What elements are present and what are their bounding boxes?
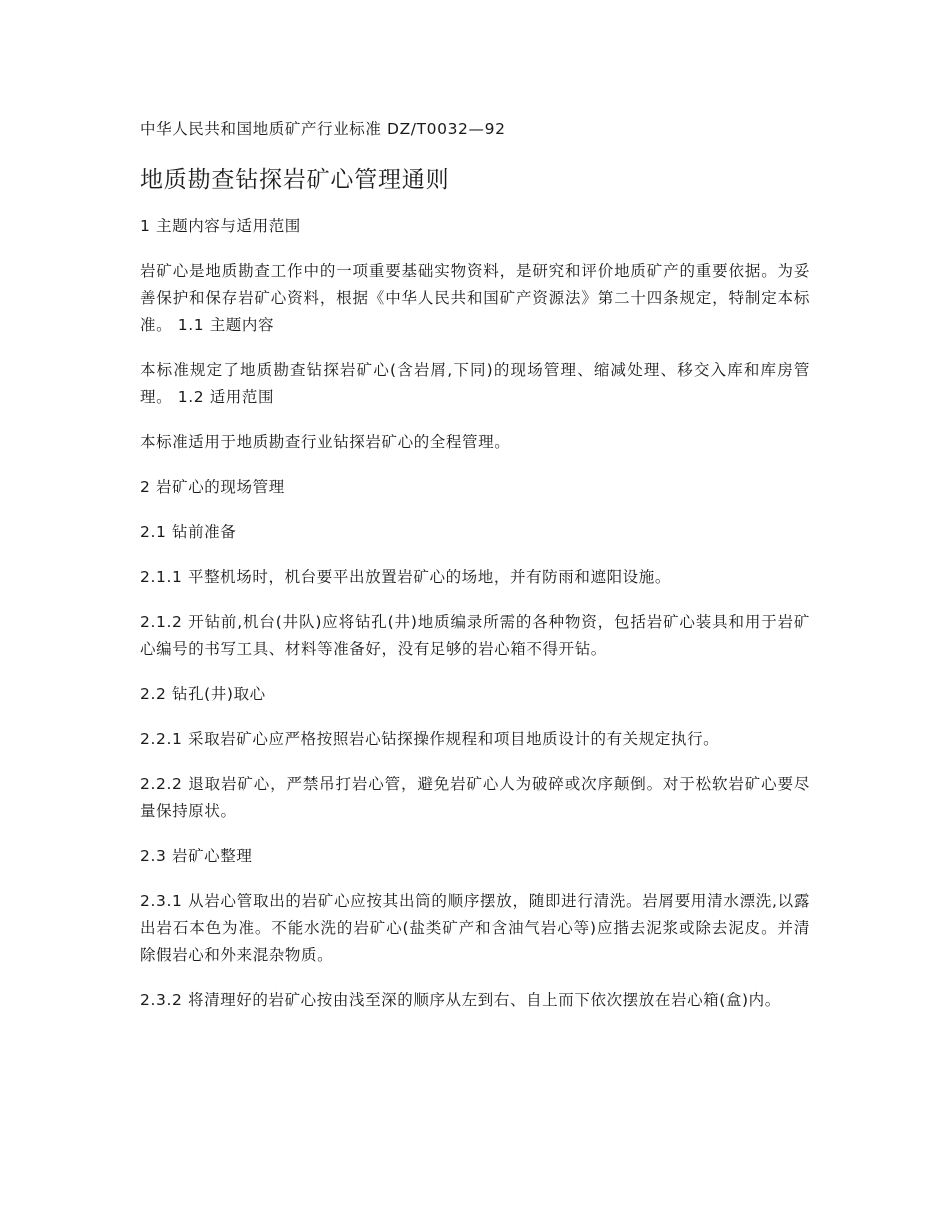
standard-header: 中华人民共和国地质矿产行业标准 DZ/T0032—92 [140,120,506,138]
body-paragraph: 2.2.1 采取岩矿心应严格按照岩心钻探操作规程和项目地质设计的有关规定执行。 [140,730,720,748]
section-heading: 1 主题内容与适用范围 [140,217,301,235]
body-paragraph: 2.1.2 开钻前,机台(井队)应将钻孔(井)地质编录所需的各种物资，包括岩矿心装具和用于岩矿心编号的书写工具、材料等准备好，没有足够的岩心箱不得开钻。 [140,613,810,658]
subsection-heading: 2.1 钻前准备 [140,523,237,541]
document-title: 地质勘查钻探岩矿心管理通则 [140,167,450,193]
subsection-heading: 2.3 岩矿心整理 [140,847,253,865]
document-page [140,116,810,1032]
body-paragraph: 2.1.1 平整机场时，机台要平出放置岩矿心的场地，并有防雨和遮阳设施。 [140,568,671,586]
body-paragraph: 本标准规定了地质勘查钻探岩矿心(含岩屑,下同)的现场管理、缩减处理、移交入库和库房管理。 1.2 适用范围 [140,361,810,406]
body-paragraph: 2.3.1 从岩心管取出的岩矿心应按其出筒的顺序摆放，随即进行清洗。岩屑要用清水漂洗,以露出岩石本色为准。不能水洗的岩矿心(盐类矿产和含油气岩心等)应揩去泥浆或除去泥皮。并清除假岩心和外来混杂物质。 [140,892,810,964]
body-paragraph: 本标准适用于地质勘查行业钻探岩矿心的全程管理。 [140,433,511,451]
body-paragraph: 2.3.2 将清理好的岩矿心按由浅至深的顺序从左到右、自上而下依次摆放在岩心箱(盒)内。 [140,991,781,1009]
body-paragraph: 岩矿心是地质勘查工作中的一项重要基础实物资料，是研究和评价地质矿产的重要依据。为妥善保护和保存岩矿心资料，根据《中华人民共和国矿产资源法》第二十四条规定，特制定本标准。 1.1 主题内容 [140,262,810,334]
section-heading: 2 岩矿心的现场管理 [140,478,285,496]
body-paragraph: 2.2.2 退取岩矿心，严禁吊打岩心管，避免岩矿心人为破碎或次序颠倒。对于松软岩矿心要尽量保持原状。 [140,775,810,820]
subsection-heading: 2.2 钻孔(井)取心 [140,685,266,703]
